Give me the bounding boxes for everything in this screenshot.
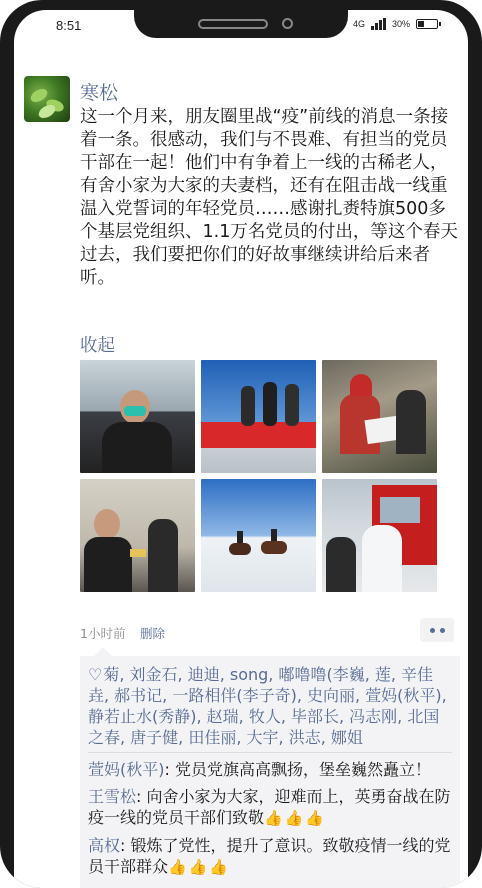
post-meta [80, 624, 460, 644]
post-time: 1小时前 [80, 626, 126, 641]
photo-2[interactable] [201, 360, 316, 473]
signal-icon [371, 18, 386, 30]
post-text: 这一个月来，朋友圈里战“疫”前线的消息一条接着一条。很感动，我们与不畏难、有担当的党员干部在一起！他们中有争着上一线的古稀老人，有舍小家为大家的夫妻档，还有在阻击战一线重温入党誓词的年轻党员……感谢扎赉特旗500多个基层党组织、1.1万名党员的付出，等这个春天过去，我们要把你们的好故事继续讲给后来者听。 [80, 107, 458, 288]
comment-author[interactable]: 高权 [88, 836, 121, 855]
likes-names[interactable]: 菊, 刘金石, 迪迪, song, 嘟噜噜(李巍, 莲, 辛佳垚, 郝书记, 一路相伴(李子奇), 史向丽, 萱妈(秋平), 静若止水(秀静), 赵瑞, 牧人, 毕部长, 冯志刚, 北国之春, 唐子健, 田佳丽, 大宇, 洪志, 娜姐 [88, 665, 447, 747]
more-button[interactable] [420, 618, 454, 642]
thumbs-up-icon: 👍 [284, 809, 304, 827]
battery-fill [418, 21, 424, 27]
battery-percent: 30% [391, 19, 410, 29]
likes-list [88, 664, 452, 753]
heart-icon: ♡ [88, 665, 103, 684]
status-time: 8:51 [56, 18, 82, 33]
comment-text: 党员党旗高高飘扬，堡垒巍然矗立！ [174, 760, 431, 779]
photo-4[interactable] [80, 479, 195, 592]
thumbs-group [264, 808, 324, 829]
photo-1[interactable] [80, 360, 195, 473]
comment-text: 向舍小家为大家，迎难而上，英勇奋战在防疫一线的党员干部们致敬 [88, 787, 451, 827]
camera-icon [282, 18, 293, 29]
user-name[interactable]: 寒松 [80, 82, 119, 104]
photo-6[interactable] [322, 479, 437, 592]
comment-author[interactable]: 萱妈(秋平) [88, 760, 165, 779]
comment-separator: : [120, 836, 131, 855]
thumbs-up-icon: 👍 [209, 858, 229, 876]
photo-3[interactable] [322, 360, 437, 473]
thumbs-group [168, 857, 228, 878]
comment-section [80, 656, 460, 888]
comment-author[interactable]: 王雪松 [88, 787, 137, 806]
thumbs-up-icon: 👍 [264, 809, 283, 827]
speaker-icon [198, 19, 268, 29]
photo-grid [80, 360, 437, 596]
status-indicators [353, 18, 438, 30]
comment-item[interactable] [88, 759, 452, 780]
thumbs-up-icon: 👍 [305, 809, 325, 827]
screen [14, 10, 468, 888]
comment-item[interactable] [88, 786, 452, 829]
network-label: 4G [352, 19, 365, 29]
dot-icon [430, 628, 435, 633]
battery-icon [416, 19, 438, 29]
dot-icon [440, 628, 445, 633]
delete-link[interactable]: 删除 [140, 626, 166, 641]
thumbs-up-icon: 👍 [188, 858, 208, 876]
collapse-link[interactable]: 收起 [80, 336, 115, 356]
comment-separator: : [136, 787, 147, 806]
photo-5[interactable] [201, 479, 316, 592]
comment-separator: : [164, 760, 175, 779]
avatar[interactable] [24, 76, 70, 122]
status-bar [14, 10, 468, 44]
comment-text: 锻炼了党性，提升了意识。致敬疫情一线的党员干部群众 [88, 836, 451, 876]
phone-notch [134, 10, 348, 38]
comment-item[interactable] [88, 835, 452, 878]
thumbs-up-icon: 👍 [168, 858, 187, 876]
